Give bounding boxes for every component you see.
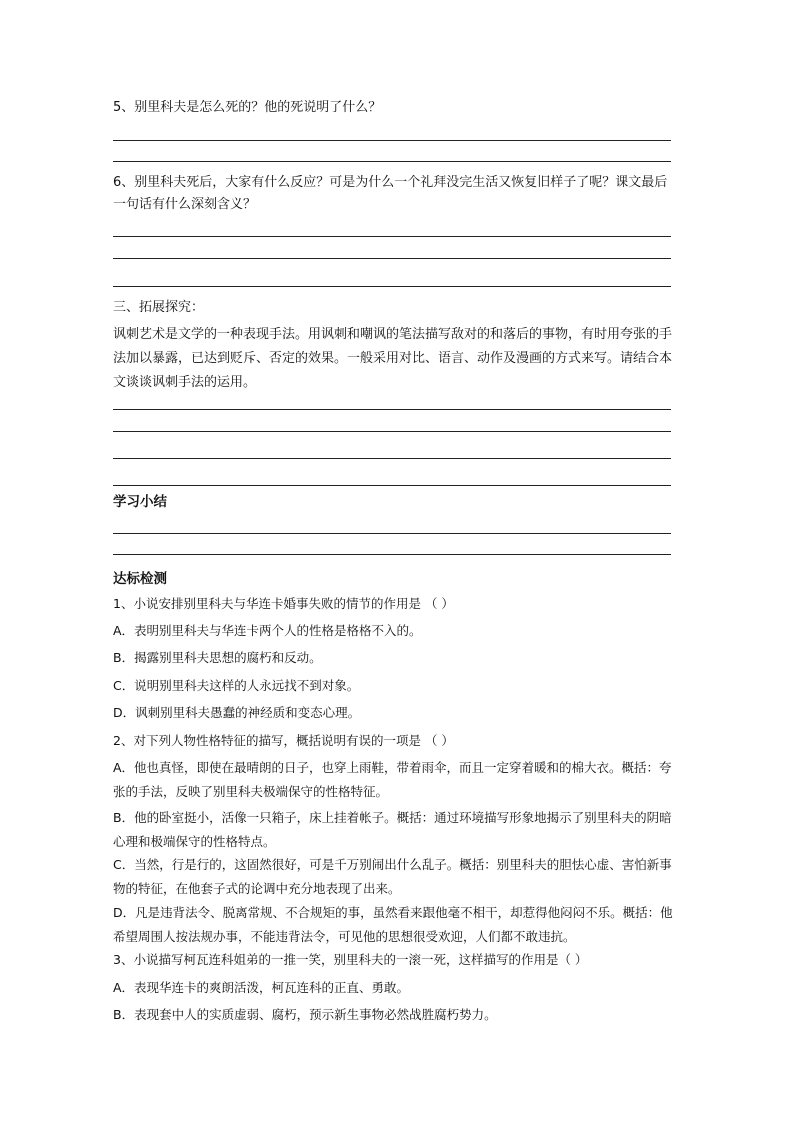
summary-heading: 学习小结 [113, 494, 167, 510]
answer-line [113, 258, 671, 259]
section-3-title: 三、拓展探究： [113, 300, 205, 315]
test-question-3: 3、小说描写柯瓦连科姐弟的一推一笑，别里科夫的一滚一死，这样描写的作用是（ ） [113, 952, 588, 967]
answer-line [113, 409, 671, 410]
answer-line [113, 286, 671, 287]
answer-line [113, 161, 671, 162]
question-5: 5、别里科夫是怎么死的？他的死说明了什么？ [113, 100, 382, 115]
answer-line [113, 554, 671, 555]
option-2b: B．他的卧室挺小，活像一只箱子，床上挂着帐子。概括：通过环境描写形象地揭示了别里科夫的阴暗心理和极端保守的性格特点。 [113, 810, 672, 849]
answer-line [113, 458, 671, 459]
option-2a: A．他也真怪，即使在最晴朗的日子，也穿上雨鞋，带着雨伞，而且一定穿着暖和的棉大衣。概括：夸张的手法，反映了别里科夫极端保守的性格特征。 [113, 760, 672, 799]
question-6: 6、别里科夫死后，大家有什么反应？可是为什么一个礼拜没完生活又恢复旧样子了呢？课文最后一句话有什么深刻含义？ [113, 175, 668, 212]
answer-line [113, 140, 671, 141]
section-3-text: 讽刺艺术是文学的一种表现手法。用讽刺和嘲讽的笔法描写敌对的和落后的事物，有时用夸张的手法加以暴露，已达到贬斥、否定的效果。一般采用对比、语言、动作及漫画的方式来写。请结合本文谈谈讽刺手法的运用。 [113, 327, 673, 390]
test-heading: 达标检测 [113, 571, 167, 587]
test-question-1: 1、小说安排别里科夫与华连卡婚事失败的情节的作用是 （ ） [113, 596, 454, 611]
answer-line [113, 431, 671, 432]
option-1b: B．揭露别里科夫思想的腐朽和反动。 [113, 650, 322, 665]
option-2c: C．当然，行是行的，这固然很好，可是千万别闹出什么乱子。概括：别里科夫的胆怯心虚、害怕新事物的特征，在他套子式的论调中充分地表现了出来。 [113, 857, 672, 896]
option-1a: A．表明别里科夫与华连卡两个人的性格是格格不入的。 [113, 623, 422, 638]
answer-line [113, 533, 671, 534]
option-3a: A．表现华连卡的爽朗活泼，柯瓦连科的正直、勇敢。 [113, 980, 410, 995]
option-3b: B．表现套中人的实质虚弱、腐朽，预示新生事物必然战胜腐朽势力。 [113, 1007, 497, 1022]
answer-line [113, 485, 671, 486]
answer-line [113, 236, 671, 237]
option-1c: C．说明别里科夫这样的人永远找不到对象。 [113, 678, 360, 693]
option-1d: D．讽刺别里科夫愚蠢的神经质和变态心理。 [113, 705, 361, 720]
option-2d: D．凡是违背法令、脱离常规、不合规矩的事，虽然看来跟他毫不相干，却惹得他闷闷不乐。概括：他希望周围人按法规办事，不能违背法令，可见他的思想很受欢迎，人们都不敢违抗。 [113, 905, 673, 944]
test-question-2: 2、对下列人物性格特征的描写，概括说明有误的一项是 （ ） [113, 733, 454, 748]
